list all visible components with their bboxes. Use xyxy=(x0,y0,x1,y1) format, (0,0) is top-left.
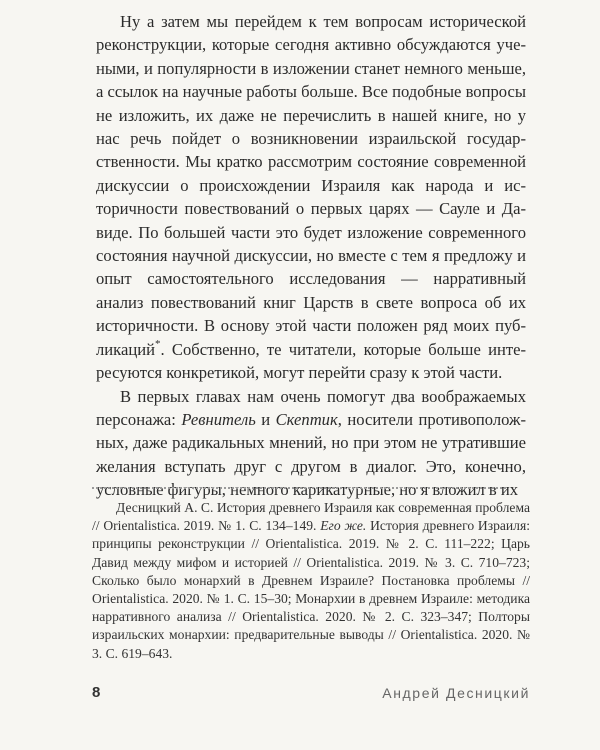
page-number: 8 xyxy=(92,684,101,701)
paragraph-2-text: В первых главах нам очень помогут два воображаемых персонажа: xyxy=(96,386,526,429)
footnote-text xyxy=(92,499,530,663)
paragraph-1-end: . Собственно, те читатели, которые больше интересуются конкретикой, могут перейти сразу к этой части. xyxy=(96,339,526,383)
footnote-text-1: Десницкий А. С. История древнего Израиля как современная проблема // Orientalistica. 2019. № 1. С. 134–149. xyxy=(92,500,530,534)
footnote-marker: * xyxy=(154,337,161,350)
character-name-skeptic: Скептик xyxy=(275,409,338,429)
running-head-author: Андрей Десницкий xyxy=(382,685,530,701)
paragraph-1-text: Ну а затем мы перейдем к тем вопросам исторической реконструкции, которые сегодня активно обсуждаются учеными, и популярности в изложении станет немного меньше, а ссылок на научные работы больше. Все подобные вопросы не изложить, их даже не перечислить в нашей книге, но у нас речь пойдет о возникновении израильской государственности. Мы кратко рассмотрим состояние современной дискуссии о происхождении Израиля как народа и историчности повествований о первых царях — Сауле и Давиде. По большей части это будет изложение современного состояния научной дискуссии, но вместе с тем я предложу и опыт самостоятельного исследования — нарративный анализ повествований книг Царств в свете вопроса об их историчности. В основу этой части положен ряд моих публикаций xyxy=(96,12,526,359)
page-footer xyxy=(92,684,530,706)
footnote-separator xyxy=(92,487,506,489)
paragraph-1 xyxy=(96,10,526,385)
main-text xyxy=(96,10,526,502)
footnote-ibid: Его же. xyxy=(320,518,367,534)
conjunction: и xyxy=(255,409,276,429)
paragraph-2 xyxy=(96,385,526,502)
footnote-text-2: История древнего Израиля: принципы реконструкции // Orientalistica. 2019. № 2. С. 111–222; Царь Давид между мифом и историей // Orientalistica. 2019. № 3. С. 710–723; Сколько было монархий в Древнем Израиле? Постановка проблемы // Orientalistica. 2020. № 1. С. 15–30; Монархии в древнем Израиле: методика нарративного анализа // Orientalistica. 2020. № 2. С. 323–347; Полторы израильских монархии: предварительные выводы // Orientalistica. 2020. № 3. С. 619–643. xyxy=(92,518,530,661)
footnote xyxy=(92,499,530,663)
character-name-zealot: Ревнитель xyxy=(181,409,256,429)
paragraph-2-end: , носители противоположных, даже радикальных мнений, но при этом не утратившие желания вступать друг с другом в диалог. Это, конечно, условные фигуры, немного карикатурные, но я вложил в их xyxy=(96,409,526,500)
